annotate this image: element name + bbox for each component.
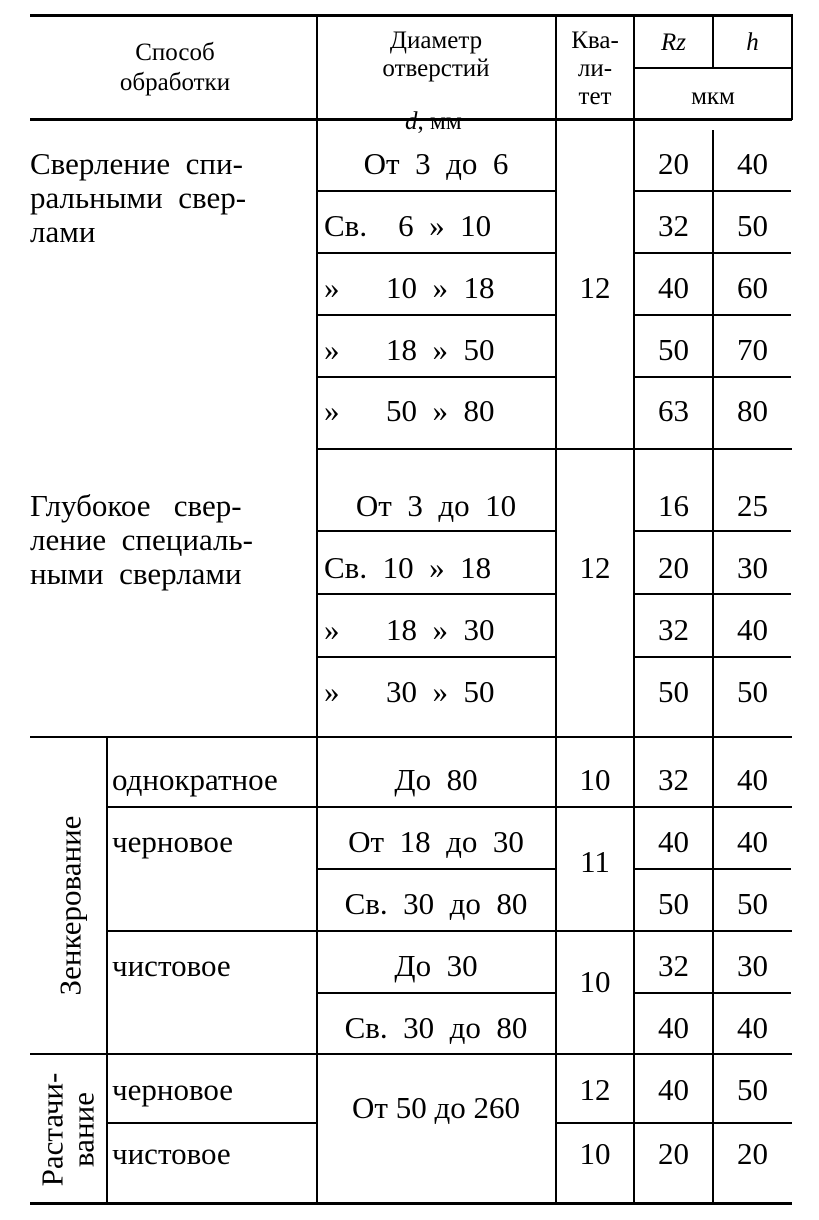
- h-cell: 70: [737, 332, 768, 367]
- method-twist-drilling-line3: лами: [30, 214, 96, 249]
- rz-cell: 32: [658, 208, 689, 243]
- diameter-cell: До 30: [394, 948, 478, 983]
- row-line: [633, 314, 791, 316]
- row-line: [316, 314, 557, 316]
- diameter-cell: Св. 10 » 18: [324, 550, 492, 585]
- rz-cell: 32: [658, 612, 689, 647]
- header-diameter-line1: Диаметр: [389, 27, 483, 54]
- header-method-line1: Способ: [135, 39, 215, 66]
- row-line: [106, 930, 792, 932]
- section-divider: [30, 1053, 792, 1055]
- rz-cell: 50: [658, 332, 689, 367]
- h-cell: 40: [737, 1010, 768, 1045]
- header-diameter-symbol: d: [405, 108, 418, 135]
- row-line: [106, 1122, 317, 1124]
- h-cell: 40: [737, 762, 768, 797]
- h-cell: 40: [737, 612, 768, 647]
- row-line: [316, 530, 557, 532]
- header-diameter-unit: , мм: [417, 108, 462, 135]
- h-cell: 50: [737, 208, 768, 243]
- row-line: [316, 992, 557, 994]
- h-cell: 30: [737, 550, 768, 585]
- row-line: [633, 252, 791, 254]
- rz-cell: 16: [658, 488, 689, 523]
- row-line: [633, 376, 791, 378]
- grade-deep-drilling: 12: [579, 550, 611, 585]
- row-line: [316, 252, 557, 254]
- table-border-bottom: [30, 1202, 792, 1205]
- section-divider: [30, 736, 792, 738]
- row-line: [316, 593, 557, 595]
- diameter-cell: Св. 6 » 10: [324, 208, 492, 243]
- h-cell: 50: [737, 674, 768, 709]
- grade-countersinking-rough: 11: [580, 844, 610, 879]
- header-grade-line2: ли-: [577, 55, 613, 82]
- row-line: [633, 190, 791, 192]
- row-line: [316, 376, 557, 378]
- h-cell: 20: [737, 1136, 768, 1171]
- method-deep-drilling-line3: ными сверлами: [30, 556, 242, 591]
- grade-countersinking-single: 10: [579, 762, 611, 797]
- row-line: [316, 868, 557, 870]
- h-cell: 60: [737, 270, 768, 305]
- h-cell: 40: [737, 824, 768, 859]
- rz-cell: 20: [658, 550, 689, 585]
- rz-cell: 32: [658, 762, 689, 797]
- rz-cell: 32: [658, 948, 689, 983]
- table-border-top: [30, 14, 792, 17]
- rz-cell: 40: [658, 1010, 689, 1045]
- row-line: [633, 868, 791, 870]
- diameter-cell: От 18 до 30: [348, 824, 524, 859]
- row-line: [633, 992, 791, 994]
- section-divider: [316, 448, 792, 450]
- submethod-rough: черновое: [112, 824, 234, 859]
- row-line: [316, 190, 557, 192]
- submethod-rough: черновое: [112, 1072, 234, 1107]
- submethod-finish: чистовое: [112, 948, 231, 983]
- method-twist-drilling-line1: Сверление спи-: [30, 146, 243, 181]
- diameter-cell: От 3 до 6: [363, 146, 509, 181]
- rz-cell: 20: [658, 146, 689, 181]
- diameter-cell: От 3 до 10: [355, 488, 517, 523]
- h-cell: 50: [737, 886, 768, 921]
- row-line: [633, 530, 791, 532]
- method-boring-line1: Растачи-: [34, 1072, 70, 1187]
- diameter-cell: » 18 » 50: [324, 332, 495, 367]
- grade-cell: 12: [579, 1072, 611, 1107]
- h-cell: 30: [737, 948, 768, 983]
- diameter-cell: » 18 » 30: [324, 612, 495, 647]
- header-unit: мкм: [691, 83, 735, 110]
- method-countersinking: Зенкерование: [52, 815, 88, 996]
- rz-cell: 40: [658, 1072, 689, 1107]
- h-cell: 40: [737, 146, 768, 181]
- row-line: [316, 656, 557, 658]
- grade-countersinking-finish: 10: [579, 964, 611, 999]
- submethod-finish: чистовое: [112, 1136, 231, 1171]
- row-line: [633, 593, 791, 595]
- header-method-line2: обработки: [119, 69, 231, 96]
- method-deep-drilling-line2: ление специаль-: [30, 522, 253, 557]
- rz-cell: 20: [658, 1136, 689, 1171]
- header-diameter-line2: отверстий: [382, 55, 490, 82]
- rz-cell: 40: [658, 270, 689, 305]
- header-grade-line3: тет: [578, 83, 612, 110]
- diameter-cell: » 30 » 50: [324, 674, 495, 709]
- rz-cell: 50: [658, 674, 689, 709]
- rz-cell: 63: [658, 393, 689, 428]
- diameter-cell: До 80: [394, 762, 478, 797]
- h-cell: 25: [737, 488, 768, 523]
- rz-cell: 50: [658, 886, 689, 921]
- submethod-single-pass: однократное: [112, 762, 278, 797]
- method-deep-drilling-line1: Глубокое свер-: [30, 488, 242, 523]
- grade-twist-drilling: 12: [579, 270, 611, 305]
- method-boring-line2: вание: [65, 1092, 101, 1167]
- diameter-cell-boring: От 50 до 260: [352, 1090, 520, 1125]
- header-h: h: [746, 29, 759, 56]
- h-cell: 80: [737, 393, 768, 428]
- diameter-cell: » 50 » 80: [324, 393, 495, 428]
- diameter-cell: Св. 30 до 80: [344, 1010, 528, 1045]
- header-rz: Rz: [661, 29, 686, 56]
- col-line-right-header: [791, 14, 793, 120]
- row-line: [106, 806, 792, 808]
- h-cell: 50: [737, 1072, 768, 1107]
- grade-cell: 10: [579, 1136, 611, 1171]
- rz-cell: 40: [658, 824, 689, 859]
- header-grade-line1: Ква-: [571, 27, 619, 54]
- diameter-cell: Св. 30 до 80: [344, 886, 528, 921]
- col-line-grade: [555, 14, 557, 1204]
- method-twist-drilling-line2: ральными свер-: [30, 180, 247, 215]
- row-line: [633, 656, 791, 658]
- diameter-cell: » 10 » 18: [324, 270, 495, 305]
- row-line: [555, 1122, 792, 1124]
